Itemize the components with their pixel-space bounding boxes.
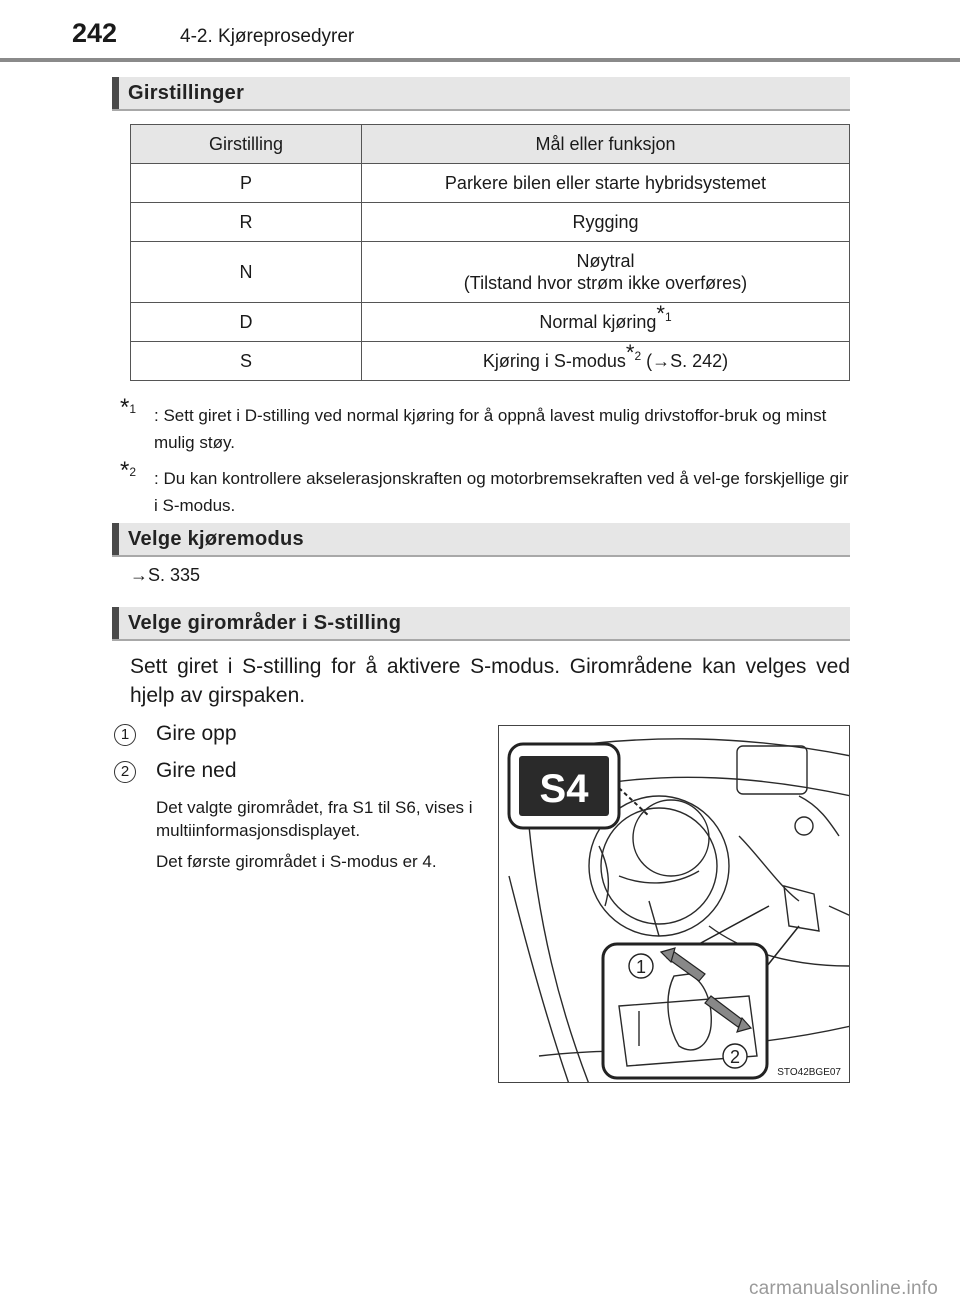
table-row: [131, 203, 850, 242]
function-cell: Rygging: [362, 203, 850, 242]
watermark: carmanualsonline.info: [748, 1278, 938, 1299]
section-title: Velge girområder i S-stilling: [128, 612, 402, 634]
section-title: Girstillinger: [128, 82, 245, 104]
function-cell: [362, 339, 850, 381]
footnote-text: : Du kan kontrollere akselerasjonskraften og motorbremsekraften ved å vel-ge forskjellige gir i S-modus.: [154, 469, 849, 515]
table-row: [131, 342, 850, 381]
footnote-mark: *2: [120, 457, 137, 484]
footnote-mark: *1: [120, 394, 137, 421]
step-number-badge: 2: [114, 761, 136, 783]
gear-cell: S: [131, 342, 362, 381]
note-first-range: Det første girområdet i S-modus er 4.: [156, 852, 437, 871]
function-text: Normal kjøring: [539, 311, 657, 332]
step-number-badge: 1: [114, 724, 136, 746]
footnote-ref[interactable]: 2: [634, 348, 642, 363]
note-range: Det valgte girområdet, fra S1 til S6, vises i multiinformasjonsdisplayet.: [156, 798, 473, 840]
table-header-row: [131, 125, 850, 164]
header-rule: [0, 58, 960, 62]
figure-code: STO42BGE07: [777, 1067, 841, 1078]
drive-mode-page-reference[interactable]: →S. 335: [130, 565, 201, 585]
table-header-function: Mål eller funksjon: [362, 125, 850, 164]
table-row: [131, 303, 850, 342]
callout-1: 1: [635, 957, 647, 977]
header-title: 4-2. Kjøreprosedyrer: [180, 26, 355, 47]
function-cell: [362, 300, 850, 342]
page-number: 242: [72, 18, 118, 48]
page-reference-link[interactable]: (→S. 242): [641, 350, 729, 371]
function-text: Nøytral: [576, 251, 635, 271]
gear-cell: D: [131, 303, 362, 342]
function-text: Kjøring i S-modus: [482, 350, 626, 371]
footnote-text: : Sett giret i D-stilling ved normal kjøring for å oppnå lavest mulig drivstoffor-bruk og minst mulig støy.: [154, 406, 827, 452]
function-text-secondary: (Tilstand hvor strøm ikke overføres): [463, 273, 748, 293]
section-bar-s-range: [112, 607, 850, 641]
section-title: Velge kjøremodus: [128, 528, 304, 550]
footnote-star: *: [625, 339, 635, 365]
function-cell: Parkere bilen eller starte hybridsystemet: [362, 164, 850, 203]
callout-2: 2: [729, 1047, 741, 1067]
s-range-paragraph: Sett giret i S-stilling for å aktivere S-modus. Girområdene kan velges ved hjelp av girspaken.: [130, 655, 850, 707]
section-bar-gear-positions: [112, 77, 850, 111]
shift-lever-illustration: [498, 725, 850, 1083]
step-label: Gire opp: [156, 722, 237, 745]
table-row: [131, 164, 850, 203]
display-readout: S4: [539, 767, 589, 811]
table-row: [131, 242, 850, 303]
function-cell: [362, 242, 850, 303]
footnote-1: [112, 394, 852, 456]
step-label: Gire ned: [156, 759, 237, 782]
cockpit-drawing: [499, 726, 850, 1083]
footnote-star: *: [656, 300, 665, 326]
section-marker: [112, 77, 119, 109]
gear-position-table: [130, 124, 850, 381]
footnote-2: [112, 457, 852, 519]
gear-cell: P: [131, 164, 362, 203]
footnote-ref[interactable]: 1: [664, 309, 672, 324]
table-header-gear: Girstilling: [131, 125, 362, 164]
section-marker: [112, 607, 119, 639]
section-marker: [112, 523, 119, 555]
section-bar-drive-mode: [112, 523, 850, 557]
gear-cell: R: [131, 203, 362, 242]
gear-cell: N: [131, 242, 362, 303]
